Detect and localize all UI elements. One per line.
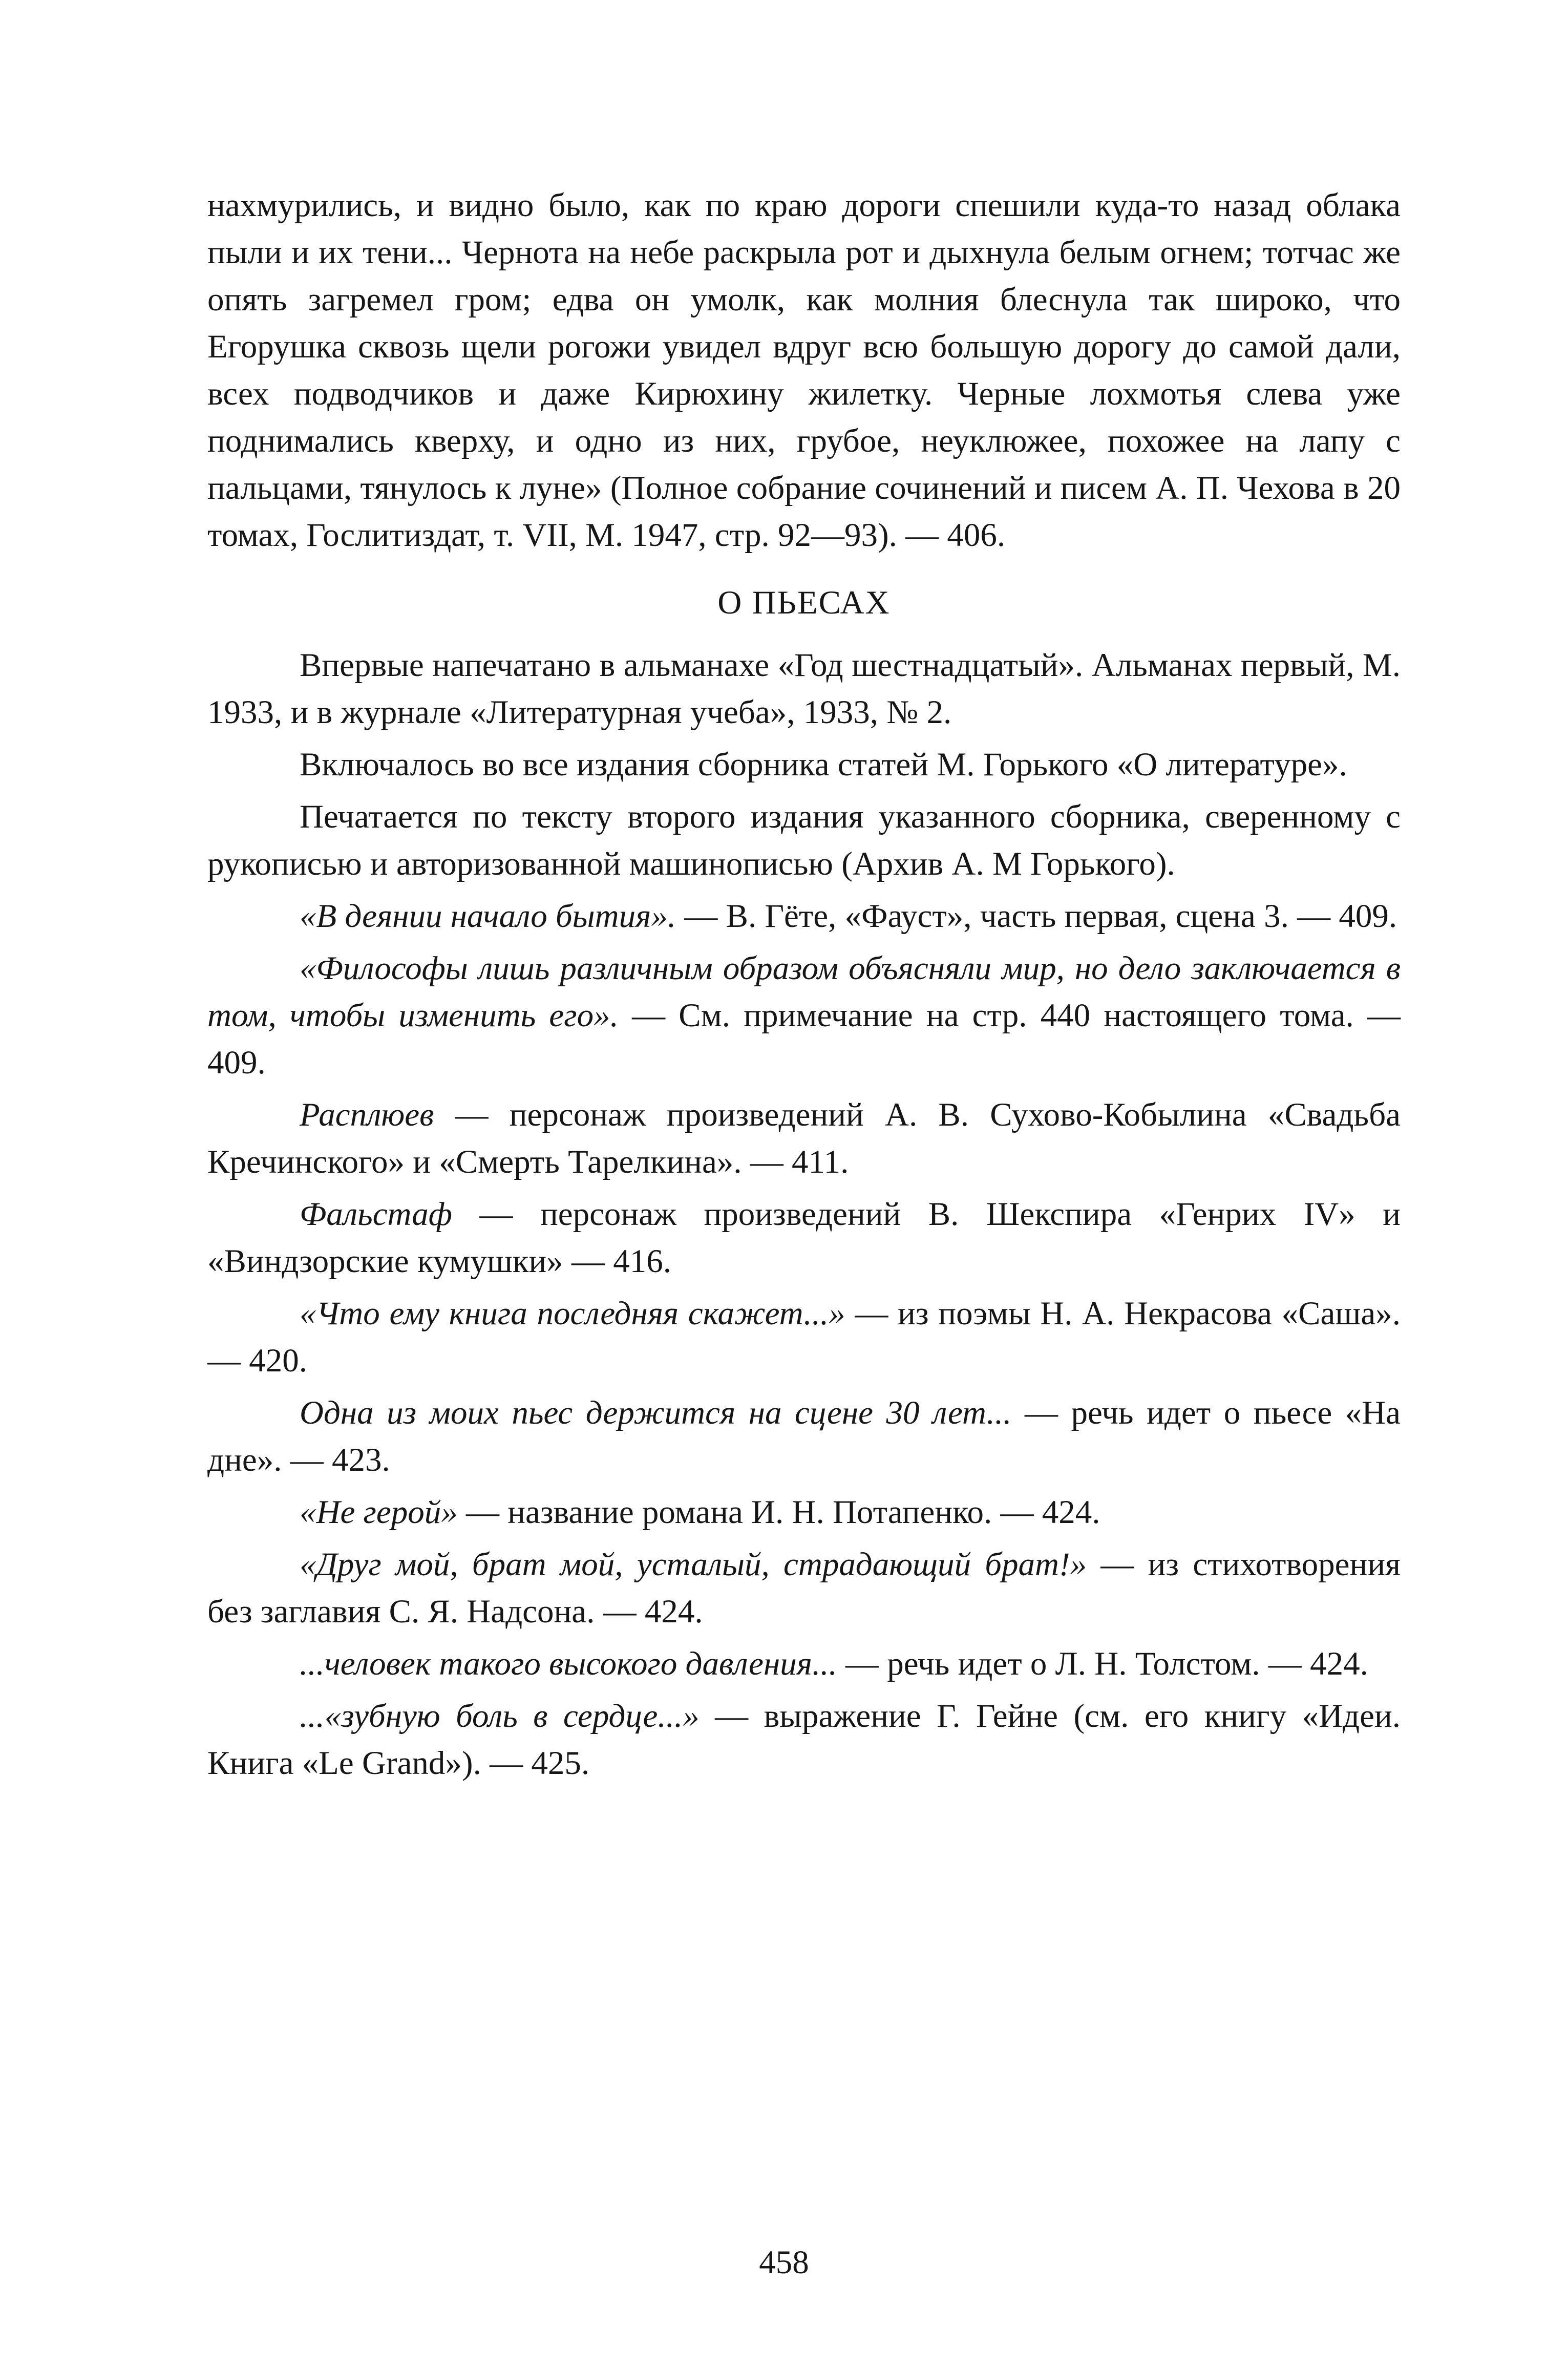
note-entry [207,1290,1401,1384]
note-entry [207,1692,1401,1787]
note-entry [207,1489,1401,1536]
note-lemma: Расплюев [300,1096,434,1133]
note-text: — речь идет о пьесе «На дне». — 423. [207,1394,1401,1478]
note-lemma: Одна из моих пьес держится на сцене 30 лет... [300,1394,1012,1431]
note-text: — В. Гёте, «Фауст», часть первая, сцена 3. — 409. [676,898,1397,935]
intro-paragraph-source: Печатается по тексту второго издания указанного сборника, сверенному с рукописью и авторизованной машинописью (Архив А. М Горького). [207,798,1401,882]
note-entry [207,1191,1401,1285]
note-text: — из поэмы Н. А. Некрасова «Саша». — 420. [207,1295,1401,1379]
document-page [207,182,1401,1787]
note-lemma: ...человек такого высокого давления... [300,1645,837,1682]
note-lemma: «Что ему книга последняя скажет...» [300,1295,845,1332]
note-entry [207,1541,1401,1635]
note-text: — из стихотворения без заглавия С. Я. Надсона. — 424. [207,1546,1401,1630]
note-lemma: «В деянии начало бытия». [300,898,676,935]
note-text: — название романа И. Н. Потапенко. — 424. [457,1494,1100,1531]
note-text: — персонаж произведений В. Шекспира «Генрих IV» и «Виндзорские кумушки» — 416. [207,1196,1401,1280]
continuation-paragraph: нахмурились, и видно было, как по краю дороги спешили куда-то назад облака пыли и их тени... Чернота на небе раскрыла рот и дыхнула белым огнем; тотчас же опять загремел гром; едва он умолк, как молния блеснула так широко, что Егорушка сквозь щели рогожи увидел вдруг всю большую дорогу до самой дали, всех подводчиков и даже Кирюхину жилетку. Черные лохмотья слева уже поднимались кверху, и одно из них, грубое, неуклюжее, похожее на лапу с пальцами, тянулось к луне» (Полное собрание сочинений и писем А. П. Чехова в 20 томах, Гослитиздат, т. VII, М. 1947, стр. 92—93). — 406. [207,187,1401,554]
note-entry [207,1389,1401,1484]
note-entry [207,1640,1401,1687]
note-lemma: ...«зубную боль в сердце...» [300,1698,700,1734]
note-text: — выражение Г. Гейне (см. его книгу «Идеи. Книга «Le Grand»). — 425. [207,1698,1401,1782]
section-title: О ПЬЕСАХ [717,584,891,621]
note-text: — речь идет о Л. Н. Толстом. — 424. [837,1645,1368,1682]
note-lemma: Фальстаф [300,1196,452,1233]
note-lemma: «Не герой» [300,1494,458,1531]
note-lemma: «Философы лишь различным образом объясняли мир, но дело заключается в том, чтобы изменить его». [207,950,1401,1034]
intro-paragraph-publication: Впервые напечатано в альманахе «Год шестнадцатый». Альманах первый, М. 1933, и в журнале «Литературная учеба», 1933, № 2. [207,647,1401,731]
note-lemma: «Друг мой, брат мой, усталый, страдающий брат!» [300,1546,1087,1583]
note-text: — персонаж произведений А. В. Сухово-Кобылина «Свадьба Кречинского» и «Смерть Тарелкина». — 411. [207,1096,1401,1180]
page-number: 458 [759,2244,809,2281]
note-entry [207,893,1401,940]
note-entry [207,1091,1401,1186]
note-text: — См. примечание на стр. 440 настоящего тома. — 409. [207,997,1401,1081]
note-entry [207,945,1401,1086]
intro-paragraph-editions: Включалось во все издания сборника статей М. Горького «О литературе». [300,746,1347,783]
